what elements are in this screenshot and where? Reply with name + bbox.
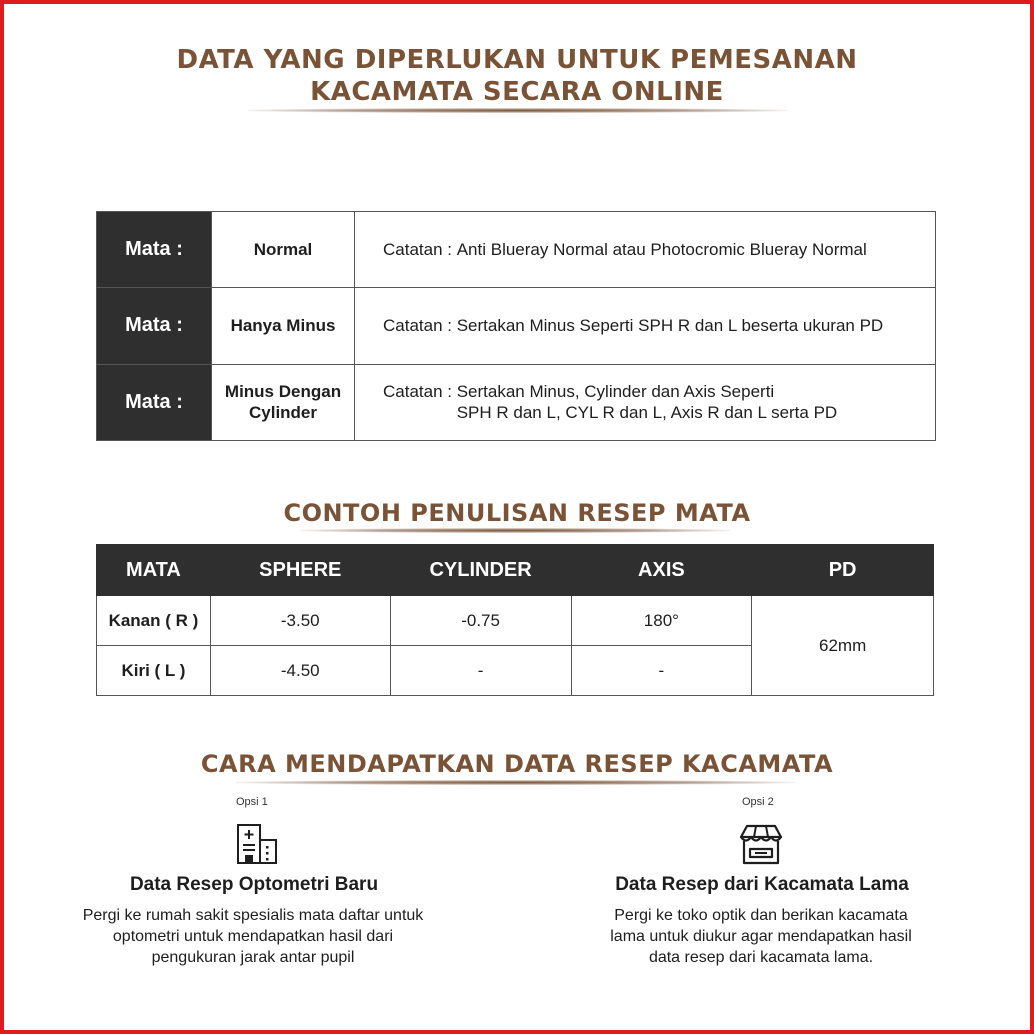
note-cell	[355, 288, 936, 364]
table-row	[97, 596, 934, 646]
note-line: Sertakan Minus Seperti SPH R dan L beserta ukuran PD	[456, 316, 884, 336]
description-line: pengukuran jarak antar pupil	[151, 949, 355, 966]
cylinder-cell: -	[390, 646, 571, 696]
eye-type-line: Cylinder	[248, 403, 318, 423]
eye-type-line: Minus Dengan	[224, 382, 342, 402]
shop-icon	[739, 824, 783, 871]
option-1-tag: Opsi 1	[236, 796, 268, 808]
header-sphere: SPHERE	[210, 545, 390, 596]
description-line: Pergi ke toko optik dan berikan kacamata	[614, 907, 908, 924]
header-cylinder: CYLINDER	[390, 545, 571, 596]
note-cell	[355, 364, 936, 440]
note-line: SPH R dan L, CYL R dan L, Axis R dan L serta PD	[456, 403, 838, 423]
description-line: lama untuk diukur agar mendapatkan hasil	[610, 928, 912, 945]
table-header-row	[97, 545, 934, 596]
note-cell	[355, 212, 936, 288]
eye-label: Mata :	[97, 288, 212, 364]
note-key: Catatan :	[383, 382, 457, 402]
page-title-line-1: DATA YANG DIPERLUKAN UNTUK PEMESANAN	[176, 45, 858, 75]
requirements-table	[96, 211, 936, 441]
table-row	[97, 364, 936, 440]
option-2-description	[551, 905, 971, 968]
option-1-title: Data Resep Optometri Baru	[129, 874, 379, 895]
description-line: Pergi ke rumah sakit spesialis mata daftar untuk	[82, 907, 424, 924]
eye-type-line: Normal	[253, 240, 313, 260]
table-row	[97, 212, 936, 288]
prescription-table	[96, 544, 934, 696]
ways-title: CARA MENDAPATKAN DATA RESEP KACAMATA	[200, 750, 834, 778]
ways-title-underline	[236, 780, 796, 785]
note-key: Catatan :	[383, 240, 457, 260]
cylinder-cell: -0.75	[390, 596, 571, 646]
example-title: CONTOH PENULISAN RESEP MATA	[283, 499, 751, 527]
example-title-underline	[300, 528, 730, 533]
option-1-description	[43, 905, 463, 968]
page-title-line-2: KACAMATA SECARA ONLINE	[310, 77, 724, 107]
pd-cell: 62mm	[752, 596, 934, 696]
eye-type	[212, 364, 355, 440]
note-key: Catatan :	[383, 316, 457, 336]
eye-label: Mata :	[97, 212, 212, 288]
option-2-title: Data Resep dari Kacamata Lama	[615, 874, 909, 895]
page-title	[0, 44, 1034, 108]
description-line: optometri untuk mendapatkan hasil dari	[112, 928, 394, 945]
axis-cell: -	[571, 646, 752, 696]
title-underline	[248, 108, 788, 113]
eye-type	[212, 212, 355, 288]
eye-type	[212, 288, 355, 364]
header-pd: PD	[752, 545, 934, 596]
sphere-cell: -3.50	[210, 596, 390, 646]
eye-cell: Kanan ( R )	[97, 596, 211, 646]
note-line: Anti Blueray Normal atau Photocromic Blueray Normal	[456, 240, 867, 260]
table-row	[97, 288, 936, 364]
sphere-cell: -4.50	[210, 646, 390, 696]
option-2-tag: Opsi 2	[742, 796, 774, 808]
eye-label: Mata :	[97, 364, 212, 440]
description-line: data resep dari kacamata lama.	[648, 949, 874, 966]
note-line: Sertakan Minus, Cylinder dan Axis Seperti	[456, 382, 775, 402]
eye-type-line: Hanya Minus	[230, 316, 336, 336]
header-axis: AXIS	[571, 545, 752, 596]
axis-cell: 180°	[571, 596, 752, 646]
eye-cell: Kiri ( L )	[97, 646, 211, 696]
header-mata: MATA	[97, 545, 211, 596]
hospital-icon	[236, 822, 280, 871]
